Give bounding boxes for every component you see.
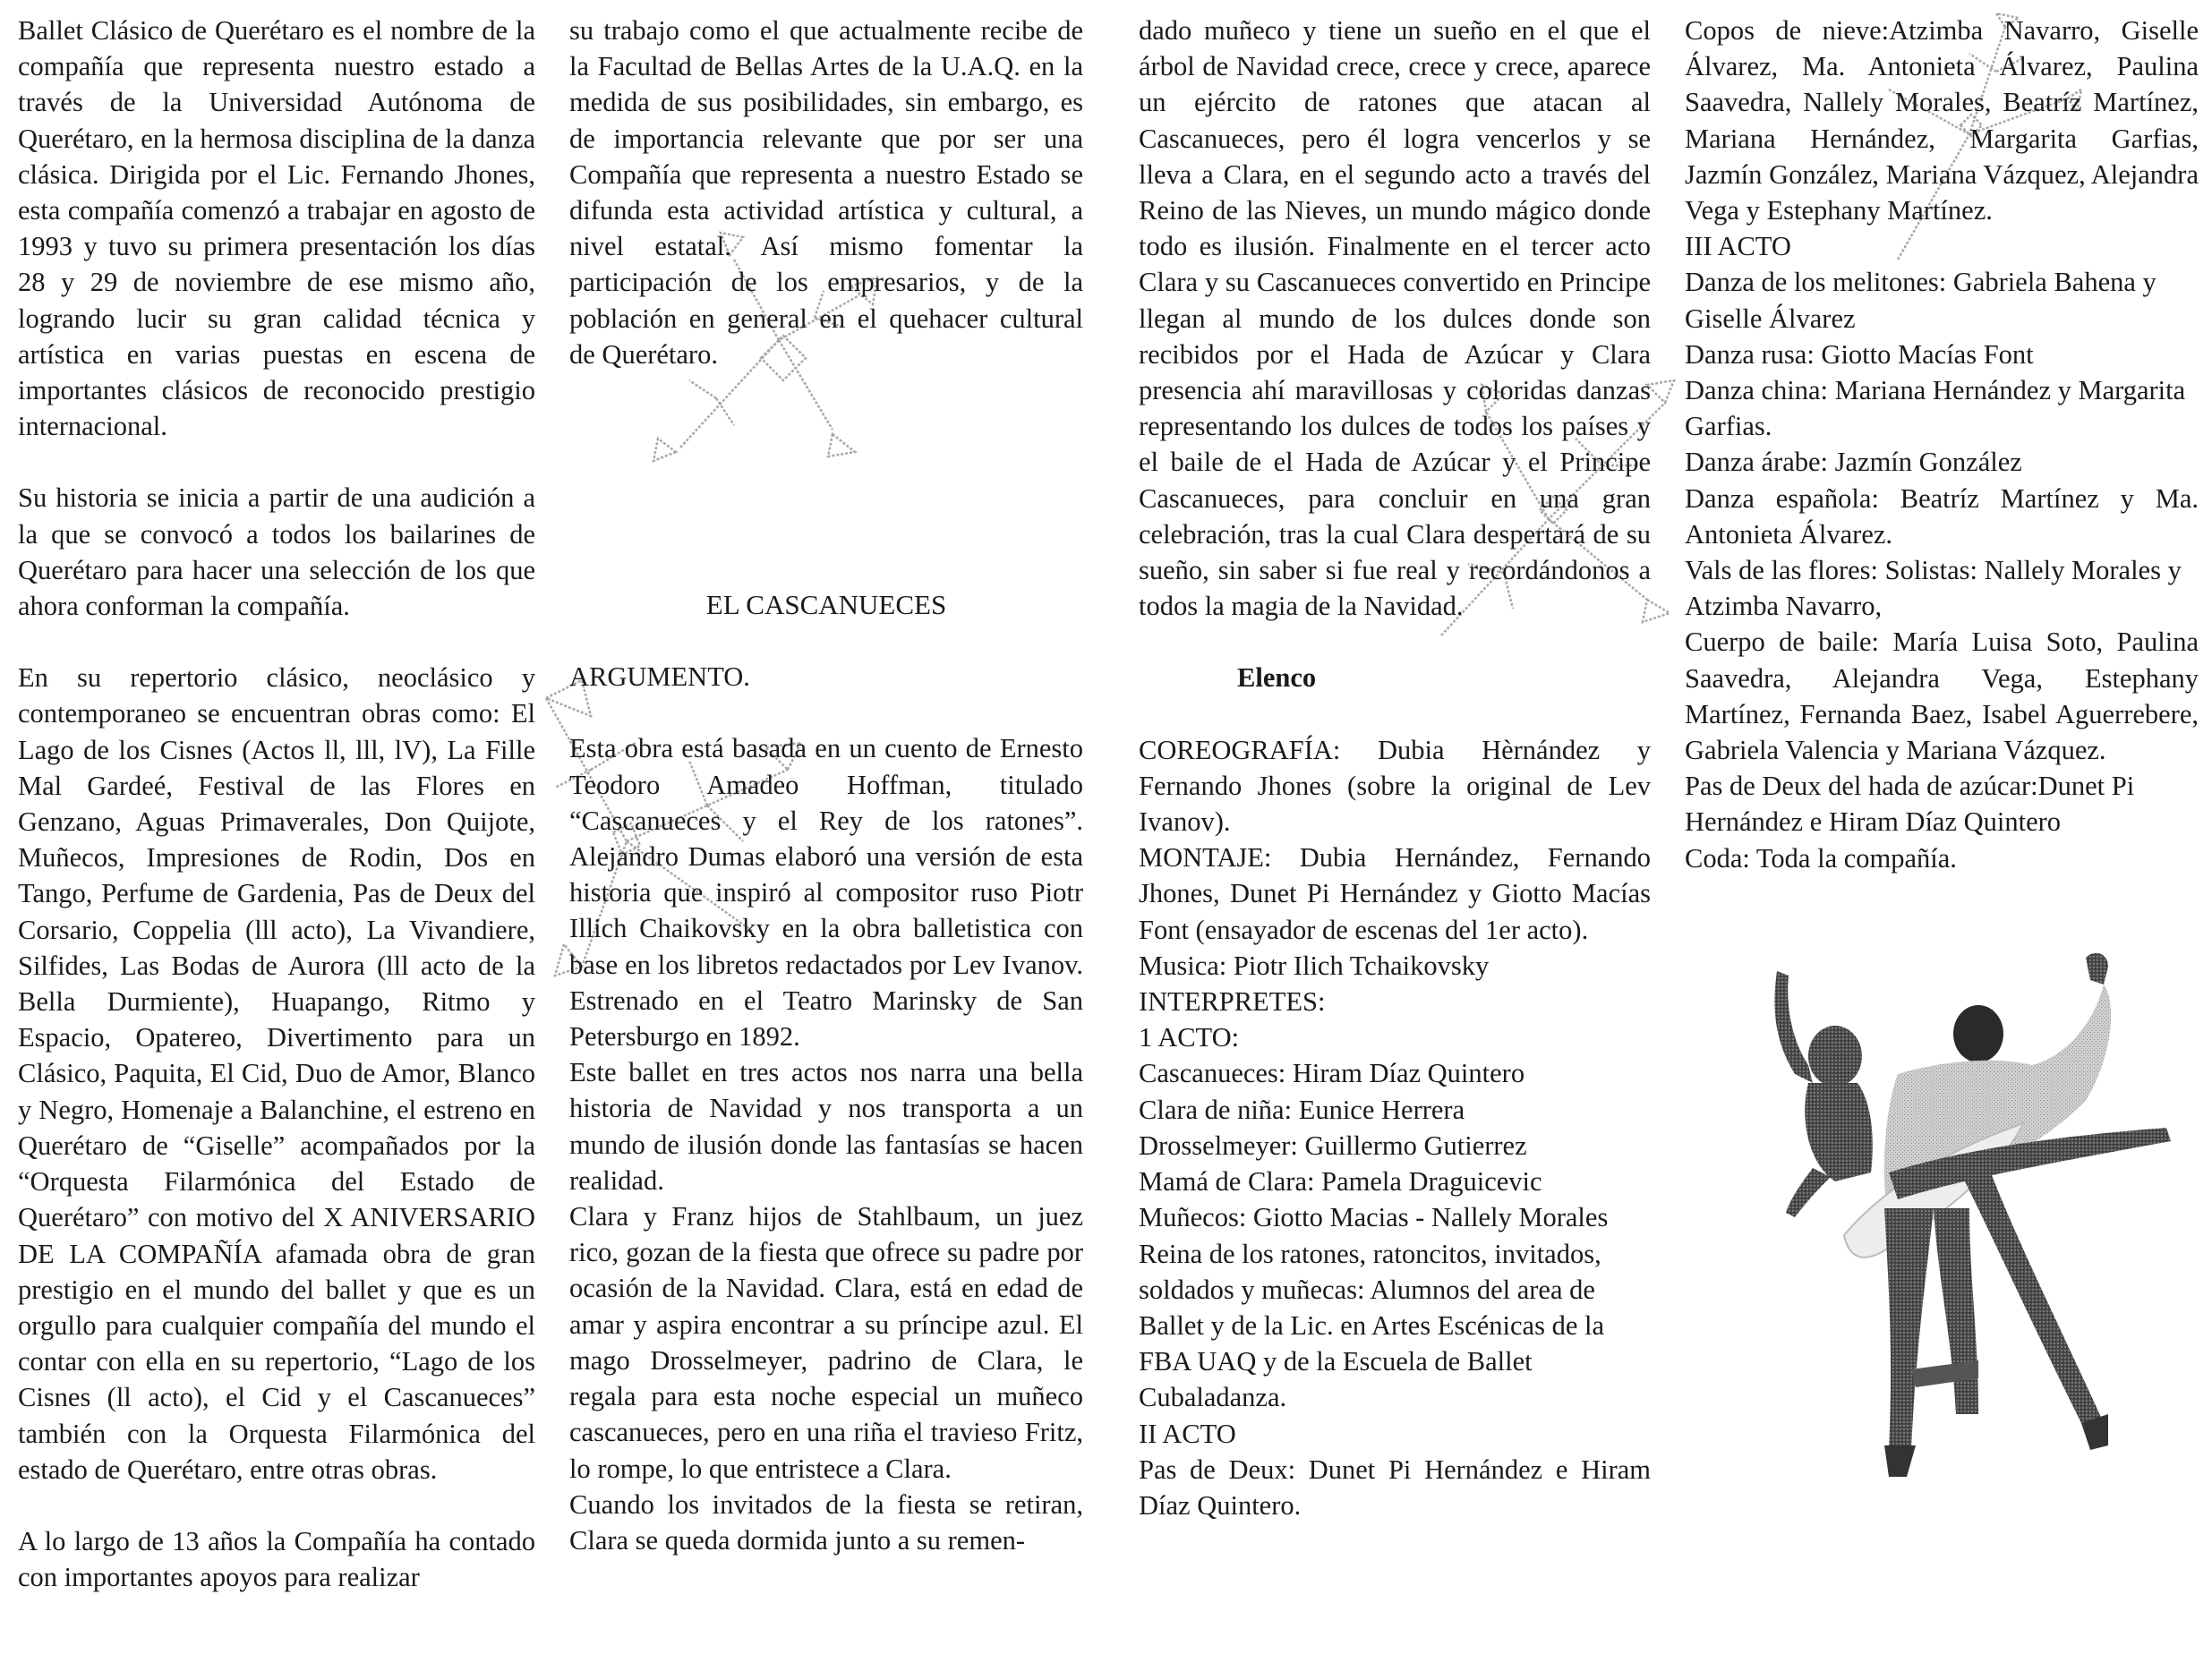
cast-item: Danza rusa: Giotto Macías Font bbox=[1685, 338, 2034, 370]
section-subtitle: ARGUMENTO. bbox=[569, 661, 750, 693]
ballet-dancers-photo bbox=[1710, 949, 2207, 1557]
column-2 bbox=[569, 13, 1083, 1558]
cast-item: Copos de nieve:Atzimba Navarro, Giselle Álvarez, Ma. Antonieta Álvarez, Paulina Saavedra, Nallely Morales, Beatríz Martínez, Mariana Hernández, Margarita Garfias, Jazmín González, Mariana Vázquez, Alejandra Vega y Estephany Martínez. bbox=[1685, 15, 2199, 226]
paragraph-repertoire: En su repertorio clásico, neoclásico y contemporaneo se encuentran obras como: El Lago de los Cisnes (Actos ll, lll, lV), La Fille Mal Gardeé, Festival de las Flores en Genzano, Aguas Primaverales, Don Quijote, Muñecos, Impresiones de Rodin, Dos en Tango, Perfume de Gardenia, Pas de Deux del Corsario, Coppelia (lll acto), La Vivandiere, Silfides, Las Bodas de Aurora (lll acto de la Bella Durmiente), Huapango, Ritmo y Espacio, Opatereo, Divertimento para un Clásico, Paquita, El Cid, Duo de Amor, Blanco y Negro, Homenaje a Balanchine, el estreno en Querétaro de “Giselle” acompañados por la “Orquesta Filarmónica del Estado de Querétaro” con motivo del X ANIVERSARIO DE LA COMPAÑÍA afamada obra de gran prestigio en el mundo del ballet y que es un orgullo para cualquier compañía del mundo el contar con ella en su repertorio, “Lago de los Cisnes (ll acto), el Cid y el Cascanueces” también con la Orquesta Filarmónica del estado de Querétaro, entre otras obras. bbox=[18, 662, 535, 1485]
ballerina-arm bbox=[1774, 971, 1813, 1083]
cast-item: Muñecos: Giotto Macias - Nallely Morales bbox=[1139, 1202, 1609, 1233]
paragraph-support: A lo largo de 13 años la Compañía ha contado con importantes apoyos para realizar bbox=[18, 1525, 535, 1593]
ballerina-head bbox=[1808, 1026, 1862, 1087]
partner-head bbox=[1953, 1005, 2003, 1062]
cast-item: Pas de Deux: Dunet Pi Hernández e Hiram Díaz Quintero. bbox=[1139, 1454, 1651, 1521]
cast-item: Pas de Deux del hada de azúcar:Dunet Pi Hernández e Hiram Díaz Quintero bbox=[1685, 771, 2135, 838]
paragraph-argument-night: Cuando los invitados de la fiesta se retiran, Clara se queda dormida junto a su remen- bbox=[569, 1488, 1083, 1556]
credit-choreography: COREOGRAFÍA: Dubia Hèrnández y Fernando Jhones (sobre la original de Lev Ivanov). bbox=[1139, 734, 1651, 838]
cast-item: Danza china: Mariana Hernández y Margarita Garfias. bbox=[1685, 375, 2186, 442]
credit-staging: MONTAJE: Dubia Hernández, Fernando Jhones, Dunet Pi Hernández y Giotto Macías Font (ensayador de escenas del 1er acto). bbox=[1139, 842, 1651, 945]
credit-music: Musica: Piotr Ilich Tchaikovsky bbox=[1139, 950, 1490, 981]
cast-item: Mamá de Clara: Pamela Draguicevic bbox=[1139, 1166, 1542, 1198]
cast-item: Vals de las flores: Solistas: Nallely Morales y Atzimba Navarro, bbox=[1685, 555, 2182, 622]
cast-item: Danza española: Beatríz Martínez y Ma. Antonieta Álvarez. bbox=[1685, 482, 2199, 550]
act-1-label: 1 ACTO: bbox=[1139, 1022, 1240, 1053]
paragraph-argument-act1: Clara y Franz hijos de Stahlbaum, un juez rico, gozan de la fiesta que ofrece su padre por ocasión de la Navidad. Clara, está en edad de amar y aspira encontrar a su príncipe azul. El mago Drosselmeyer, padrino de Clara, le regala para esta noche especial un muñeco cascanueces, pero en una riña el travieso Fritz, lo rompe, lo que entristece a Clara. bbox=[569, 1201, 1083, 1484]
column-1 bbox=[18, 13, 535, 1595]
paragraph-argument-continued: dado muñeco y tiene un sueño en el que el árbol de Navidad crece, crece y crece, aparece un ejército de ratones que atacan al Cascanueces, pero él logra vencerlos y se lleva a Clara, en el segundo acto a través del Reino de las Nieves, un mundo mágico donde todo es ilusión. Finalmente en el tercer acto Clara y su Cascanueces convertido en Principe llegan al mundo de los dulces donde son recibidos por el Hada de Azúcar y Clara presencia ahí maravillosas y coloridas danzas representando los dulces de todos los países y el baile de el Hada de Azúcar y el Principe Cascanueces, para concluir en una gran celebración, tras la cual Clara despertará de su sueño, sin saber si fue real y recordándonos a todos la magia de la Navidad. bbox=[1139, 15, 1651, 622]
cast-item: Coda: Toda la compañía. bbox=[1685, 842, 1957, 874]
cast-item: Cuerpo de baile: María Luisa Soto, Paulina Saavedra, Alejandra Vega, Estephany Martínez, Fernanda Baez, Isabel Aguerrebere, Gabriela Valencia y Mariana Vázquez. bbox=[1685, 627, 2199, 766]
paragraph-intro: Ballet Clásico de Querétaro es el nombre de la compañía que representa nuestro estado a través de la Universidad Autónoma de Querétaro, en la hermosa disciplina de la danza clásica. Dirigida por el Lic. Fernando Jhones, esta compañía comenzó a trabajar en agosto de 1993 y tuvo su primera presentación los días 28 y 29 de noviembre de ese mismo año, logrando lucir su gran calidad técnica y artística en varias puestas en escena de importantes clásicos de reconocido prestigio internacional. bbox=[18, 15, 535, 442]
cast-item: Danza de los melitones: Gabriela Bahena y Giselle Álvarez bbox=[1685, 267, 2156, 334]
act-3-label: III ACTO bbox=[1685, 231, 1791, 262]
cast-item: Reina de los ratones, ratoncitos, invitados, soldados y muñecas: Alumnos del area de Ballet y de la Lic. en Artes Escénicas de la FBA UAQ y de la Escuela de Ballet Cubaladanza. bbox=[1139, 1238, 1604, 1413]
column-4 bbox=[1685, 13, 2199, 876]
cast-item: Cascanueces: Hiram Díaz Quintero bbox=[1139, 1058, 1525, 1089]
section-title: EL CASCANUECES bbox=[705, 589, 947, 621]
cast-heading: Elenco bbox=[1237, 662, 1317, 694]
paragraph-support-continued: su trabajo como el que actualmente recibe de la Facultad de Bellas Artes de la U.A.Q. en la medida de sus posibilidades, sin embargo, es de importancia relevante que por ser una Compañía que representa a nuestro Estado se difunda esta actividad artística y cultural, a nivel estatal. Así mismo fomentar la participación de los empresarios, y de la población en general en el quehacer cultural de Querétaro. bbox=[569, 15, 1083, 370]
cast-item: Danza árabe: Jazmín González bbox=[1685, 447, 2022, 478]
cast-item: Clara de niña: Eunice Herrera bbox=[1139, 1094, 1465, 1125]
credit-performers-label: INTERPRETES: bbox=[1139, 986, 1326, 1018]
cast-item: Drosselmeyer: Guillermo Gutierrez bbox=[1139, 1130, 1527, 1161]
act-2-label: II ACTO bbox=[1139, 1418, 1236, 1449]
paragraph-history: Su historia se inicia a partir de una audición a la que se convocó a todos los bailarines de Querétaro para hacer una selección de los que ahora conforman la compañía. bbox=[18, 482, 535, 622]
paragraph-argument-summary: Este ballet en tres actos nos narra una bella historia de Navidad y nos transporta a un mundo de ilusión donde las fantasías se hacen realidad. bbox=[569, 1057, 1083, 1196]
paragraph-argument-source: Esta obra está basada en un cuento de Ernesto Teodoro Amadeo Hoffman, titulado “Cascanueces y el Rey de los ratones”. Alejandro Dumas elaboró una versión de esta historia que inspiró al compositor ruso Piotr Illich Chaikovsky en la obra balletistica con base en los libretos redactados por Lev Ivanov. Estrenado en el Teatro Marinsky de San Petersburgo en 1892. bbox=[569, 733, 1083, 1053]
column-3 bbox=[1139, 13, 1651, 1523]
